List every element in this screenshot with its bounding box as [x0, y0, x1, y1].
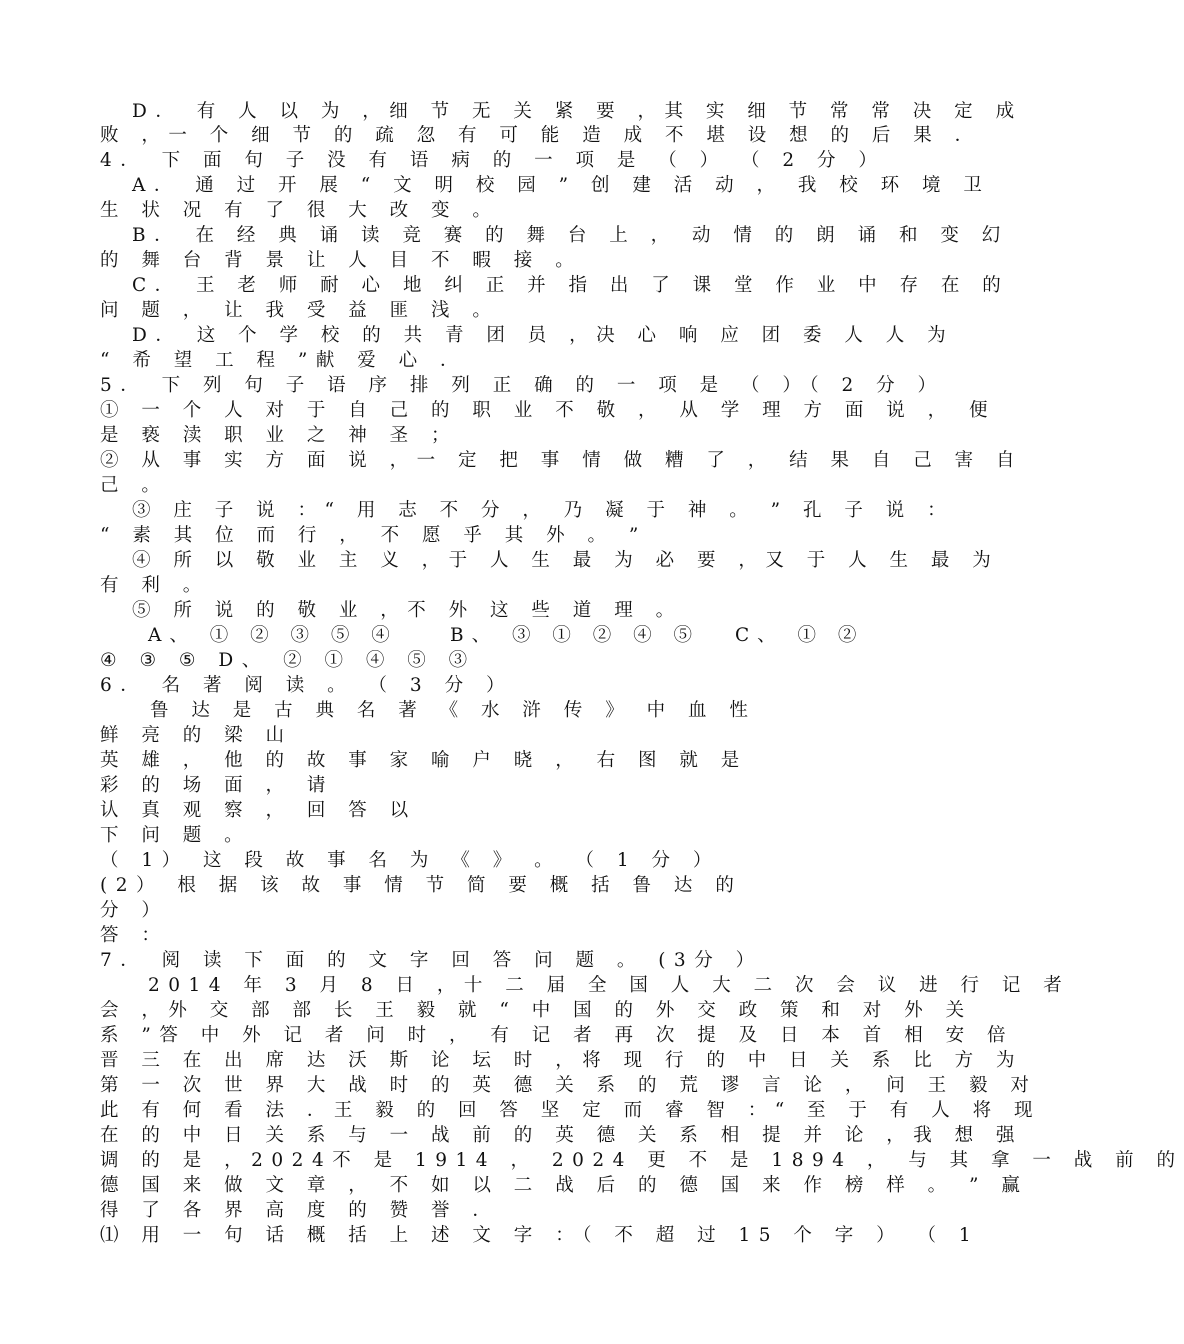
question-4: 4． 下 面 句 子 没 有 语 病 的 一 项 是 （ ） （ 2 分 ）	[100, 150, 886, 171]
question-6: 6． 名 著 阅 读 。 （ 3 分 ）	[100, 675, 513, 696]
q4-option-c-cont: 问 题 ， 让 我 受 益 匪 浅 。	[100, 300, 500, 321]
q5-sentence-3-cont: “ 素 其 位 而 行 ， 不 愿 乎 其 外 。 ”	[100, 525, 647, 546]
q4-option-d: D． 这 个 学 校 的 共 青 团 员 ，决 心 响 应 团 委 人 人 为	[132, 325, 955, 346]
q6-subquestion-1: （ 1） 这 段 故 事 名 为 《 》 。 （ 1 分 ）	[100, 850, 720, 871]
q4-option-d-cont: “ 希 望 工 程 ”献 爱 心 ．	[100, 350, 467, 371]
q6-intro: 鲁 达 是 古 典 名 著 《 水 浒 传 》 中 血 性	[150, 700, 757, 721]
q7-passage-line-2: 会 ，外 交 部 部 长 王 毅 就 “ 中 国 的 外 交 政 策 和 对 外 关	[100, 1000, 973, 1021]
q6-intro-cont-4: 认 真 观 察 ， 回 答 以	[100, 800, 417, 821]
question-5: 5． 下 列 句 子 语 序 排 列 正 确 的 一 项 是 （ ）（ 2 分 ）	[100, 375, 945, 396]
q7-passage-line-9: 德 国 来 做 文 章 ， 不 如 以 二 战 后 的 德 国 来 作 榜 样 。 ” 赢	[100, 1175, 1029, 1196]
q5-sentence-2-cont: 己 。	[100, 475, 169, 496]
question-7: 7． 阅 读 下 面 的 文 字 回 答 问 题 。 (3分 ）	[100, 950, 763, 971]
q5-option-b: B、 ③ ① ② ④ ⑤	[450, 625, 700, 646]
q7-passage-line-1: 2014 年 3 月 8 日 ，十 二 届 全 国 人 大 二 次 会 议 进 行 记 者	[148, 975, 1071, 996]
q5-sentence-1: ① 一 个 人 对 于 自 己 的 职 业 不 敬 ， 从 学 理 方 面 说 ， 便	[100, 400, 996, 421]
q5-option-c: C、 ① ②	[735, 625, 865, 646]
q7-passage-line-10: 得 了 各 界 高 度 的 赞 誉 ．	[100, 1200, 500, 1221]
q5-sentence-1-cont: 是 亵 渎 职 业 之 神 圣 ；	[100, 425, 459, 446]
q4-option-b-cont: 的 舞 台 背 景 让 人 目 不 暇 接 。	[100, 250, 583, 271]
q7-passage-line-3: 系 ”答 中 外 记 者 问 时 ， 有 记 者 再 次 提 及 日 本 首 相 安 倍	[100, 1025, 1014, 1046]
q5-options-cont: ④ ③ ⑤ D、 ② ① ④ ⑤ ③	[100, 650, 476, 671]
q4-option-a: A． 通 过 开 展 “ 文 明 校 园 ” 创 建 活 动 ， 我 校 环 境 卫	[132, 175, 991, 196]
q6-subquestion-2-cont: 分 ）	[100, 900, 169, 921]
q3-option-d: D． 有 人 以 为 ，细 节 无 关 紧 要 ，其 实 细 节 常 常 决 定 成	[132, 101, 1023, 122]
q7-passage-line-6: 此 有 何 看 法 ．王 毅 的 回 答 坚 定 而 睿 智 ：“ 至 于 有 人 将 现	[100, 1100, 1041, 1121]
q6-intro-cont-2: 英 雄 ， 他 的 故 事 家 喻 户 晓 ， 右 图 就 是	[100, 750, 748, 771]
q7-subquestion-1: ⑴ 用 一 句 话 概 括 上 述 文 字 ：（ 不 超 过 15 个 字 ） （ 1	[100, 1225, 980, 1246]
q5-sentence-3: ③ 庄 子 说 ：“ 用 志 不 分 ， 乃 凝 于 神 。 ” 孔 子 说 ：	[132, 500, 955, 521]
q7-passage-line-8: 调 的 是 ，2024不 是 1914 ， 2024 更 不 是 1894 ， 与 其 拿 一 战 前 的	[100, 1150, 1184, 1171]
q6-intro-cont-1: 鲜 亮 的 梁 山	[100, 725, 293, 746]
q5-option-a: A、 ① ② ③ ⑤ ④	[148, 625, 398, 646]
q6-intro-cont-3: 彩 的 场 面 ， 请	[100, 775, 334, 796]
q6-subquestion-2: (2） 根 据 该 故 事 情 节 简 要 概 括 鲁 达 的	[100, 875, 743, 896]
q7-passage-line-5: 第 一 次 世 界 大 战 时 的 英 德 关 系 的 荒 谬 言 论 ， 问 王 毅 对	[100, 1075, 1038, 1096]
q5-sentence-4-cont: 有 利 。	[100, 575, 210, 596]
q3-option-d-cont: 败 ，一 个 细 节 的 疏 忽 有 可 能 造 成 不 堪 设 想 的 后 果 ．	[100, 125, 982, 146]
q4-option-c: C． 王 老 师 耐 心 地 纠 正 并 指 出 了 课 堂 作 业 中 存 在 的	[132, 275, 1010, 296]
q6-answer-label: 答 ：	[100, 925, 169, 946]
q4-option-a-cont: 生 状 况 有 了 很 大 改 变 。	[100, 200, 500, 221]
q5-sentence-5: ⑤ 所 说 的 敬 业 ，不 外 这 些 道 理 。	[132, 600, 683, 621]
q7-passage-line-7: 在 的 中 日 关 系 与 一 战 前 的 英 德 关 系 相 提 并 论 ，我 想 强	[100, 1125, 1023, 1146]
q5-sentence-2: ② 从 事 实 方 面 说 ，一 定 把 事 情 做 糟 了 ， 结 果 自 己 害 自	[100, 450, 1023, 471]
q4-option-b: B． 在 经 典 诵 读 竞 赛 的 舞 台 上 ， 动 情 的 朗 诵 和 变 幻	[132, 225, 1009, 246]
q6-intro-cont-5: 下 问 题 。	[100, 825, 252, 846]
q5-sentence-4: ④ 所 以 敬 业 主 义 ，于 人 生 最 为 必 要 ，又 于 人 生 最 为	[132, 550, 1000, 571]
q7-passage-line-4: 晋 三 在 出 席 达 沃 斯 论 坛 时 ，将 现 行 的 中 日 关 系 比 方 为	[100, 1050, 1023, 1071]
